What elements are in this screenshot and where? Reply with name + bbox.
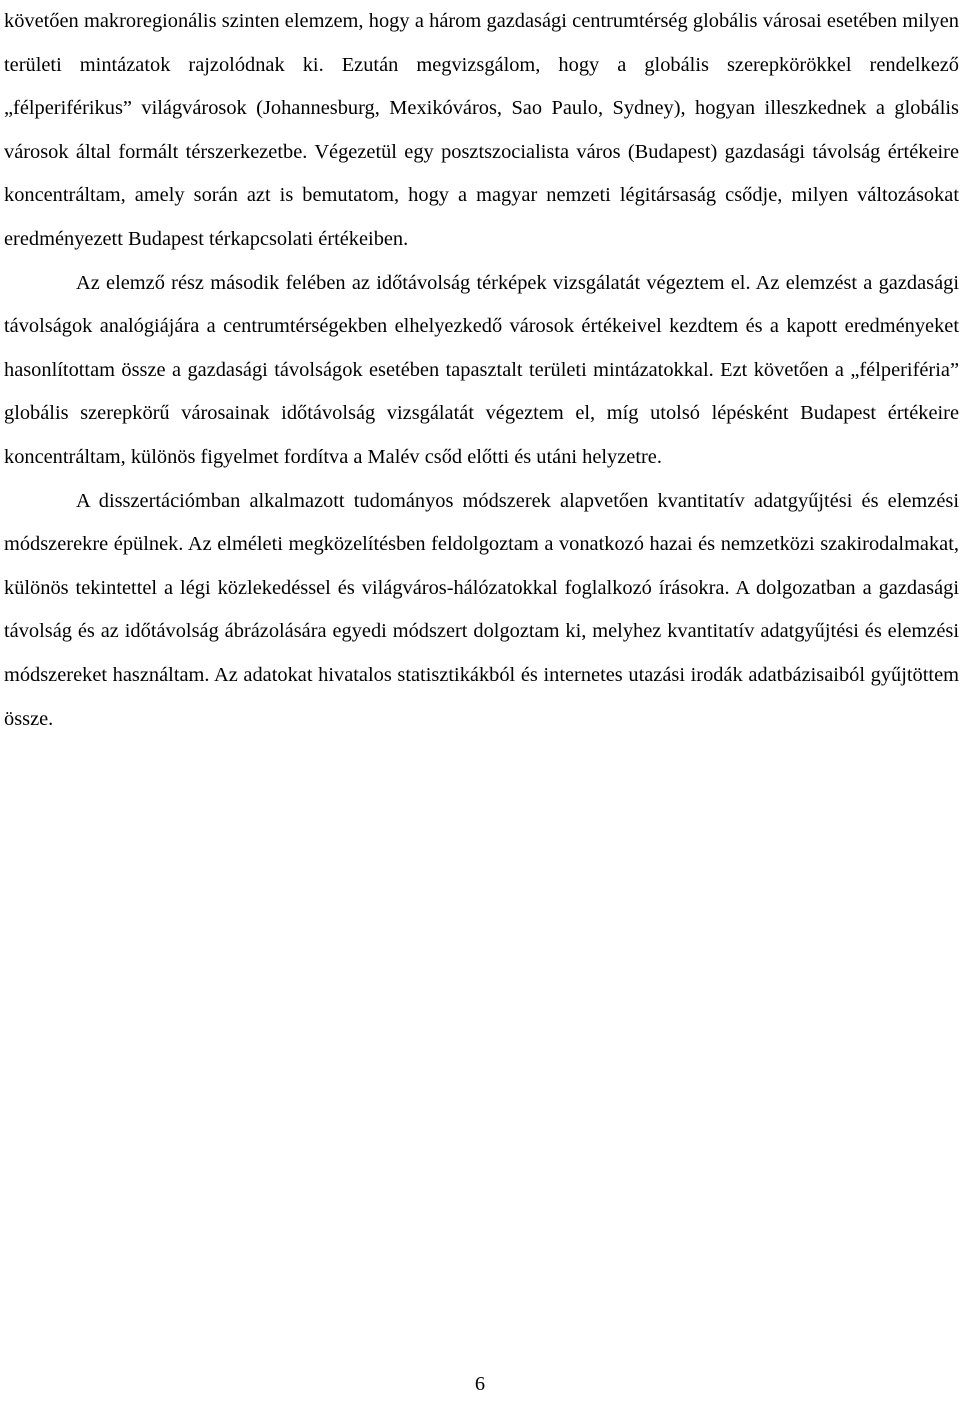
page-number: 6 xyxy=(474,1373,486,1395)
paragraph-1: követően makroregionális szinten elemzem, hogy a három gazdasági centrumtérség globális városai esetében milyen területi mintázatok rajzolódnak ki. Ezután megvizsgálom, hogy a globális szerepkörökkel rendelkező „félperiférikus” világvárosok (Johannesburg, Mexikóváros, Sao Paulo, Sydney), hogyan illeszkednek a globális városok által formált térszerkezetbe. Végezetül egy posztszocialista város (Budapest) gazdasági távolság értékeire koncentráltam, amely során azt is bemutatom, hogy a magyar nemzeti légitársaság csődje, milyen változásokat eredményezett Budapest térkapcsolati értékeiben. xyxy=(4,10,959,250)
document-body xyxy=(4,0,959,741)
paragraph-2: Az elemző rész második felében az időtávolság térképek vizsgálatát végeztem el. Az elemzést a gazdasági távolságok analógiájára a centrumtérségekben elhelyezkedő városok értékeivel kezdtem és a kapott eredményeket hasonlítottam össze a gazdasági távolságok esetében tapasztalt területi mintázatokkal. Ezt követően a „félperiféria” globális szerepkörű városainak időtávolság vizsgálatát végeztem el, míg utolsó lépésként Budapest értékeire koncentráltam, különös figyelmet fordítva a Malév csőd előtti és utáni helyzetre. xyxy=(4,271,959,468)
paragraph-3: A disszertációmban alkalmazott tudományos módszerek alapvetően kvantitatív adatgyűjtési és elemzési módszerekre épülnek. Az elméleti megközelítésben feldolgoztam a vonatkozó hazai és nemzetközi szakirodalmakat, különös tekintettel a légi közlekedéssel és világváros-hálózatokkal foglalkozó írásokra. A dolgozatban a gazdasági távolság és az időtávolság ábrázolására egyedi módszert dolgoztam ki, melyhez kvantitatív adatgyűjtési és elemzési módszereket használtam. Az adatokat hivatalos statisztikákból és internetes utazási irodák adatbázisaiból gyűjtöttem össze. xyxy=(4,489,959,730)
